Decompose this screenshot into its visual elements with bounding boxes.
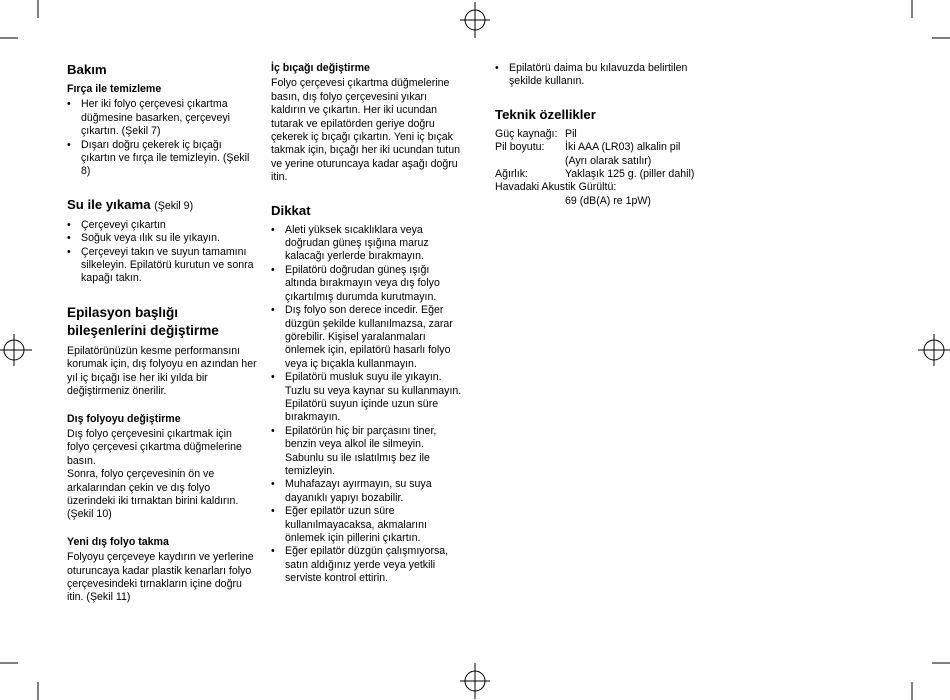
ic-bicak-paragraph: Folyo çerçevesi çıkartma düğmelerine basın, dış folyo çerçevesini yıkarı kaldırın ve çıkartın. Her iki ucundan tutarak ve epilatörden geriye doğru çekerek iç bıçağı çıkartın. Yeni iç bıçak takmak için, bıçağı her iki ucundan tutun ve yerine oturuncaya kadar aşağı doğru itin. — [271, 77, 461, 184]
column-left — [67, 62, 257, 605]
list-item: • Dışarı doğru çekerek iç bıçağı çıkartın ve fırça ile temizleyin. (Şekil 8) — [67, 139, 257, 179]
list-item: • Dış folyo son derece incedir. Eğer düzgün şekilde kullanılmazsa, zarar görebilir. Kişisel yaralanmaları önlemek için, epilatörü hasarlı folyo veya iç bıçakla kullanmayın. — [271, 304, 463, 371]
spec-row-agirlik — [495, 168, 695, 181]
column-middle — [271, 62, 463, 586]
spec-label: Ağırlık: — [495, 168, 528, 181]
spec-value: Pil — [565, 127, 577, 140]
yeni-folyo-paragraph: Folyoyu çerçeveye kaydırın ve yerlerine oturuncaya kadar plastik kenarları folyo çerçevesindeki tırnakların içine doğru itin. (Şekil 11) — [67, 551, 254, 604]
list-item: • Epilatörü daima bu kılavuzda belirtilen şekilde kullanın. — [495, 62, 695, 89]
subheading-firca: Fırça ile temizleme — [67, 83, 162, 95]
bakim-list — [67, 98, 257, 178]
subheading-yeni-folyo: Yeni dış folyo takma — [67, 535, 169, 548]
spec-row-guc — [495, 128, 695, 141]
list-item: • Çerçeveyi çıkartın — [67, 219, 257, 232]
spec-value: İki AAA (LR03) alkalin pil (Ayrı olarak satılır) — [565, 141, 681, 167]
dikkat-list — [271, 224, 463, 586]
spec-label: Pil boyutu: — [495, 141, 545, 154]
list-item: • Epilatörün hiç bir parçasını tiner, benzin veya alkol ile silmeyin. Sabunlu su ile ıslatılmış bez ile temizleyin. — [271, 425, 463, 479]
dis-folyo-paragraph-2: Sonra, folyo çerçevesinin ön ve arkalarından çekin ve dış folyo üzerindeki iki tırnaktan birini kaldırın. (Şekil 10) — [67, 468, 239, 521]
list-item: • Her iki folyo çerçevesi çıkartma düğmesine basarken, çerçeveyi çıkartın. (Şekil 7) — [67, 98, 257, 138]
spec-row-havadaki — [495, 181, 695, 208]
spec-value: 69 (dB(A) re 1pW) — [565, 194, 651, 207]
list-item: • Soğuk veya ılık su ile yıkayın. — [67, 232, 257, 245]
list-item: • Epilatörü musluk suyu ile yıkayın. Tuzlu su veya kaynar su kullanmayın. Epilatörü suyun içinde uzun süre bırakmayın. — [271, 371, 463, 425]
registration-mark-left — [0, 334, 32, 366]
subheading-dis-folyo: Dış folyoyu değiştirme — [67, 412, 181, 425]
dis-folyo-paragraph-1: Dış folyo çerçevesini çıkartmak için folyo çerçevesi çıkartma düğmelerine basın. — [67, 427, 242, 467]
registration-mark-top — [460, 2, 490, 38]
spec-row-pil — [495, 141, 695, 168]
list-item: • Epilatörü doğrudan güneş ışığı altında bırakmayın veya dış folyo çıkartılmış durumda kurutmayın. — [271, 264, 463, 304]
heading-bakim: Bakım — [67, 62, 107, 77]
figure-ref: (Şekil 9) — [154, 199, 194, 212]
registration-mark-bottom — [460, 663, 490, 699]
continued-list — [495, 62, 695, 89]
spec-label: Güç kaynağı: — [495, 127, 558, 140]
registration-mark-right — [918, 334, 950, 366]
heading-su-ile-yikama: Su ile yıkama (Şekil 9) — [67, 196, 194, 212]
epilasyon-paragraph: Epilatörünüzün kesme performansını korumak için, dış folyoyu en azından her yıl iç bıçağı ise her iki yılda bir değiştirmeniz önerilir. — [67, 344, 257, 398]
heading-dikkat: Dikkat — [271, 202, 311, 218]
heading-teknik-ozellikler: Teknik özellikler — [495, 106, 596, 122]
list-item: • Eğer epilatör düzgün çalışmıyorsa, satın aldığınız yerde veya yetkili serviste kontrol ettirin. — [271, 545, 463, 585]
spec-label: Havadaki Akustik Gürültü: — [495, 181, 617, 194]
list-item: • Muhafazayı ayırmayın, su suya dayanıklı yapıyı bozabilir. — [271, 478, 463, 505]
list-item: • Çerçeveyi takın ve suyun tamamını silkeleyin. Epilatörü kurutun ve sonra kapağı takın. — [67, 246, 257, 286]
list-item: • Aleti yüksek sıcaklıklara veya doğrudan güneş ışığına maruz kalacağı yerlerde bırakmayın. — [271, 224, 463, 264]
heading-epilasyon-line1: Epilasyon başlığı — [67, 304, 179, 320]
list-item: • Eğer epilatör uzun süre kullanılmayacaksa, akmalarını önlemek için pillerini çıkartın. — [271, 505, 463, 545]
subheading-ic-bicak: İç bıçağı değiştirme — [271, 62, 370, 74]
column-right — [495, 62, 695, 208]
spec-value: Yaklaşık 125 g. (piller dahil) — [565, 168, 695, 181]
heading-epilasyon-line2: bileşenlerini değiştirme — [67, 322, 219, 338]
su-list — [67, 219, 257, 286]
